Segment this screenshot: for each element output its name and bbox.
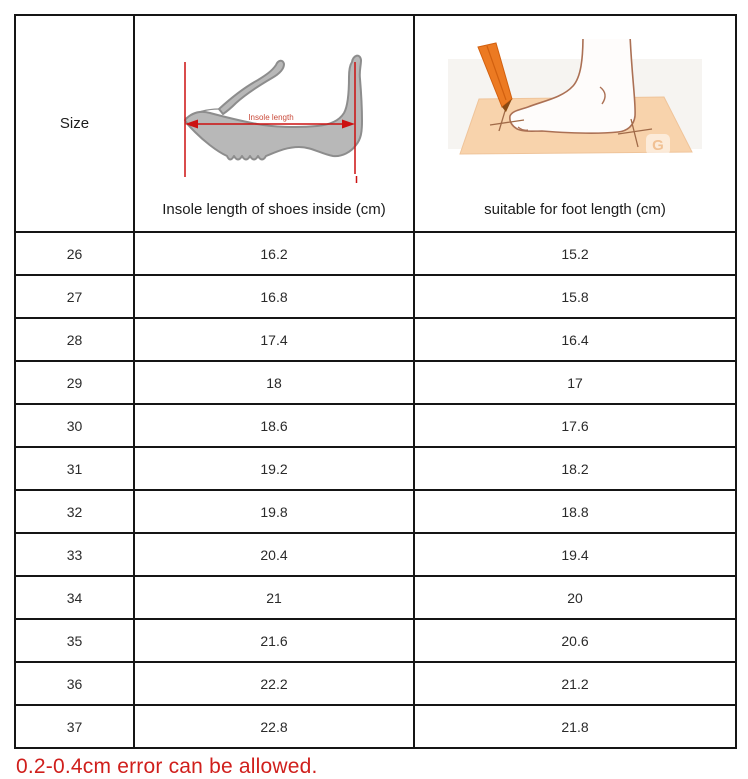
size-column-label: Size <box>59 114 90 132</box>
cell-insole-length: 19.2 <box>134 447 414 490</box>
cell-size: 34 <box>15 576 134 619</box>
cell-insole-length: 20.4 <box>134 533 414 576</box>
foot-measure-diagram <box>440 39 710 179</box>
cell-foot-length: 18.8 <box>414 490 736 533</box>
table-row <box>15 662 736 705</box>
cell-insole-length: 21 <box>134 576 414 619</box>
cell-size: 35 <box>15 619 134 662</box>
cell-foot-length: 19.4 <box>414 533 736 576</box>
cell-foot-length: 17.6 <box>414 404 736 447</box>
cell-insole-length: 22.8 <box>134 705 414 748</box>
error-tolerance-note: 0.2-0.4cm error can be allowed. <box>16 755 318 778</box>
cell-foot-length: 20.6 <box>414 619 736 662</box>
cell-insole-length: 21.6 <box>134 619 414 662</box>
table-row <box>15 619 736 662</box>
cell-foot-length: 16.4 <box>414 318 736 361</box>
cell-size: 26 <box>15 232 134 275</box>
cell-foot-length: 15.2 <box>414 232 736 275</box>
cell-size: 36 <box>15 662 134 705</box>
size-chart-body <box>15 232 736 748</box>
insole-measure-illustration <box>135 16 413 201</box>
cell-foot-length: 18.2 <box>414 447 736 490</box>
cell-foot-length: 21.8 <box>414 705 736 748</box>
shoe-sole-diagram <box>169 29 379 189</box>
insole-column-label: Insole length of shoes inside (cm) <box>162 201 386 218</box>
cell-foot-length: 20 <box>414 576 736 619</box>
mat-logo-letter: G <box>652 136 664 154</box>
cell-size: 29 <box>15 361 134 404</box>
shoe-strap-shape <box>219 60 284 113</box>
table-row <box>15 318 736 361</box>
cell-size: 28 <box>15 318 134 361</box>
table-row <box>15 361 736 404</box>
col-header-size <box>15 15 134 232</box>
table-row <box>15 232 736 275</box>
size-chart-panel <box>14 14 735 779</box>
header-row <box>15 15 736 232</box>
foot-column-label: suitable for foot length (cm) <box>484 201 666 218</box>
table-row <box>15 490 736 533</box>
cell-insole-length: 16.2 <box>134 232 414 275</box>
cell-insole-length: 18.6 <box>134 404 414 447</box>
cell-foot-length: 21.2 <box>414 662 736 705</box>
cell-size: 32 <box>15 490 134 533</box>
cell-insole-length: 16.8 <box>134 275 414 318</box>
cell-size: 33 <box>15 533 134 576</box>
cell-size: 37 <box>15 705 134 748</box>
table-row <box>15 533 736 576</box>
foot-measure-illustration <box>415 16 735 201</box>
insole-length-label: Insole length <box>248 112 294 122</box>
cell-insole-length: 18 <box>134 361 414 404</box>
cell-insole-length: 22.2 <box>134 662 414 705</box>
cell-size: 31 <box>15 447 134 490</box>
table-row <box>15 404 736 447</box>
size-chart-table <box>14 14 737 749</box>
cell-size: 30 <box>15 404 134 447</box>
cell-size: 27 <box>15 275 134 318</box>
table-row <box>15 705 736 748</box>
table-row <box>15 447 736 490</box>
col-header-foot <box>414 15 736 232</box>
cell-insole-length: 19.8 <box>134 490 414 533</box>
col-header-insole <box>134 15 414 232</box>
cell-foot-length: 15.8 <box>414 275 736 318</box>
cell-foot-length: 17 <box>414 361 736 404</box>
table-row <box>15 275 736 318</box>
table-row <box>15 576 736 619</box>
cell-insole-length: 17.4 <box>134 318 414 361</box>
